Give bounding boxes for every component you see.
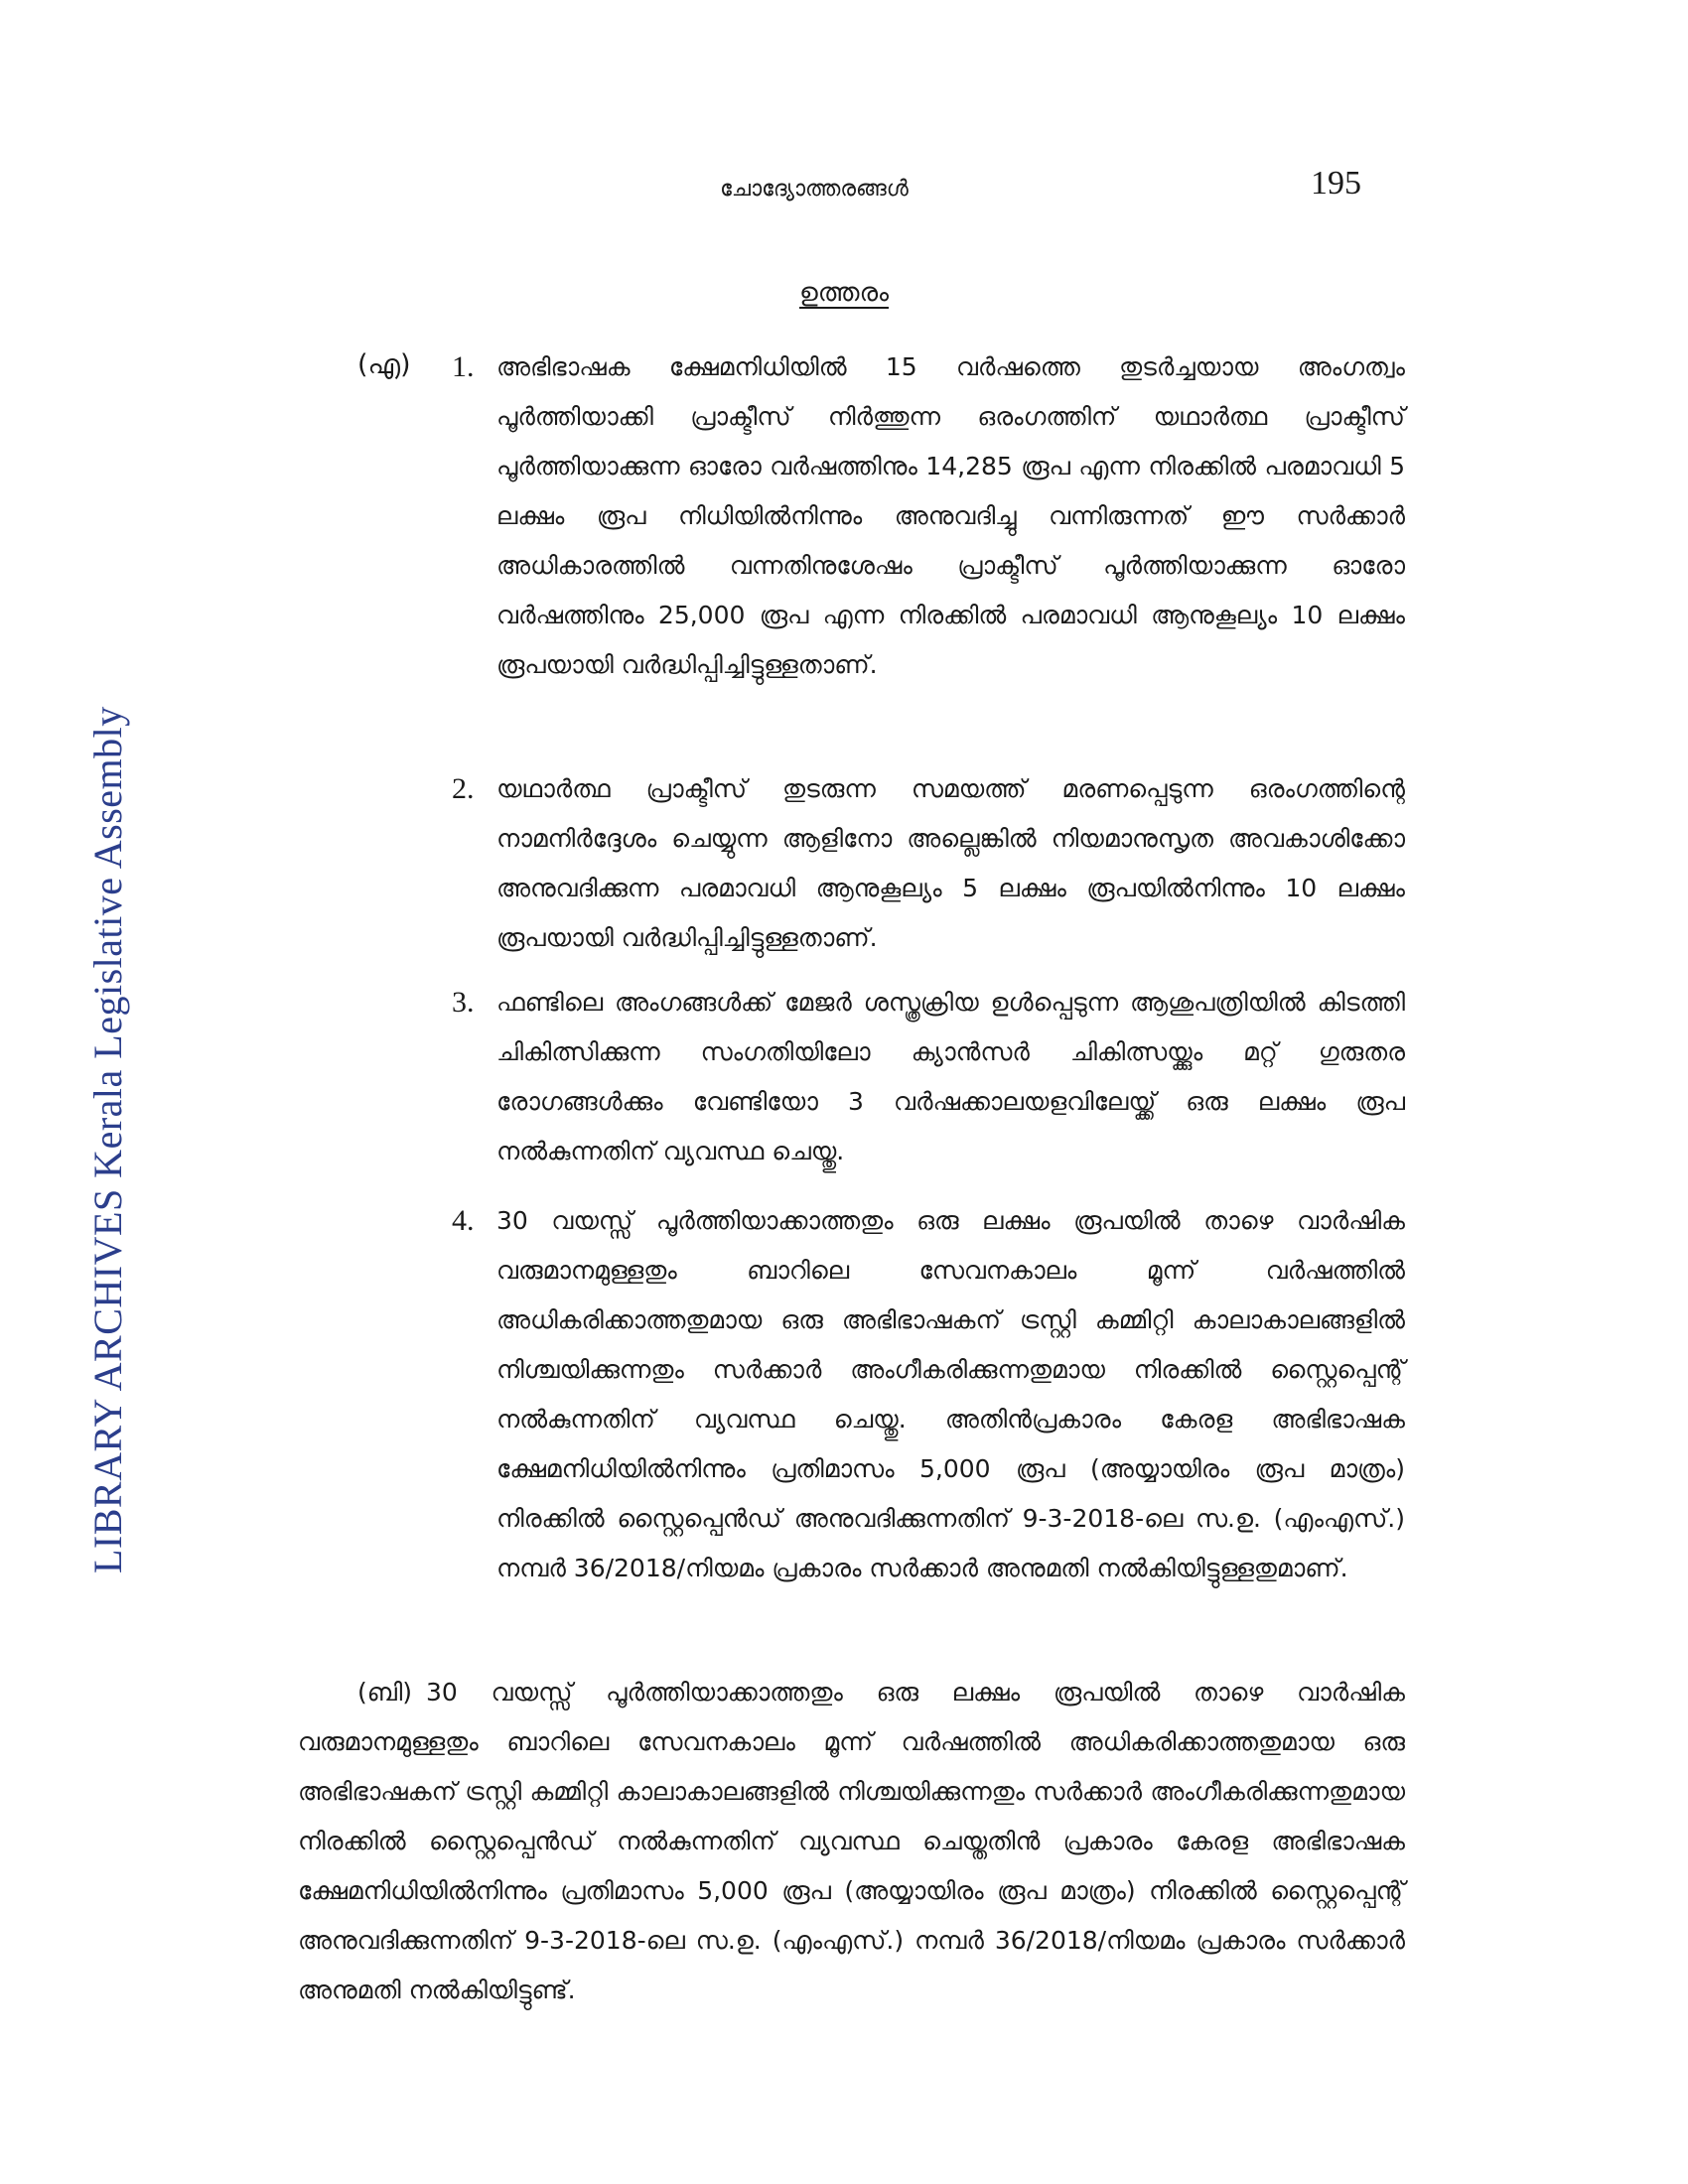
item-text: അഭിഭാഷക ക്ഷേമനിധിയിൽ 15 വർഷത്തെ തുടർച്ചയായ അംഗത്വം പൂർത്തിയാക്കി പ്രാക്ടീസ് നിർത്തുന്ന ഒരംഗത്തിന് യഥാർത്ഥ പ്രാക്ടീസ് പൂർത്തിയാക്കുന്ന ഓരോ വർഷത്തിനും 14,285 രൂപ എന്ന നിരക്കിൽ പരമാവധി 5 ലക്ഷം രൂപ നിധിയിൽനിന്നും അനുവദിച്ചു വന്നിരുന്നത് ഈ സർക്കാർ അധികാരത്തിൽ വന്നതിനുശേഷം പ്രാക്ടീസ് പൂർത്തിയാക്കുന്ന ഓരോ വർഷത്തിനും 25,000 രൂപ എന്ന നിരക്കിൽ പരമാവധി ആനുകൂല്യം 10 ലക്ഷം രൂപയായി വർദ്ധിപ്പിച്ചിട്ടുള്ളതാണ്. xyxy=(496,352,1405,679)
answer-item xyxy=(452,1196,1405,1593)
item-number: 1. xyxy=(452,350,475,383)
archive-watermark: LIBRARY ARCHIVES Kerala Legislative Assembly xyxy=(85,706,130,1573)
answer-heading: ഉത്തരം xyxy=(799,278,889,308)
item-text: ഫണ്ടിലെ അംഗങ്ങൾക്ക് മേജർ ശസ്ത്രക്രിയ ഉൾപ്പെടുന്ന ആശുപത്രിയിൽ കിടത്തി ചികിത്സിക്കുന്ന സംഗതിയിലോ ക്യാൻസർ ചികിത്സയ്ക്കും മറ്റ് ഗുരുതര രോഗങ്ങൾക്കും വേണ്ടിയോ 3 വർഷക്കാലയളവിലേയ്ക്ക് ഒരു ലക്ഷം രൂപ നൽകുന്നതിന് വ്യവസ്ഥ ചെയ്തു. xyxy=(496,988,1405,1165)
item-number: 3. xyxy=(452,986,475,1019)
item-number: 4. xyxy=(452,1204,475,1237)
page-number: 195 xyxy=(1311,165,1361,202)
part-b-label: (ബി) xyxy=(357,1678,413,1706)
part-a-label: (എ) xyxy=(357,349,411,380)
running-title: ചോദ്യോത്തരങ്ങൾ xyxy=(720,177,909,202)
part-b-text: 30 വയസ്സ് പൂർത്തിയാക്കാത്തതും ഒരു ലക്ഷം രൂപയിൽ താഴെ വാർഷിക വരുമാനമുള്ളതും ബാറിലെ സേവനകാലം മൂന്ന് വർഷത്തിൽ അധികരിക്കാത്തതുമായ ഒരു അഭിഭാഷകന് ട്രസ്റ്റി കമ്മിറ്റി കാലാകാലങ്ങളിൽ നിശ്ചയിക്കുന്നതും സർക്കാർ അംഗീകരിക്കുന്നതുമായ നിരക്കിൽ സ്റ്റൈപ്പെൻഡ് നൽകുന്നതിന് വ്യവസ്ഥ ചെയ്തതിൻ പ്രകാരം കേരള അഭിഭാഷക ക്ഷേമനിധിയിൽനിന്നും പ്രതിമാസം 5,000 രൂപ (അയ്യായിരം രൂപ മാത്രം) നിരക്കിൽ സ്റ്റൈപ്പെന്റ് അനുവദിക്കുന്നതിന് 9-3-2018-ലെ സ.ഉ. (എംഎസ്.) നമ്പർ 36/2018/നിയമം പ്രകാരം സർക്കാർ അനുമതി നൽകിയിട്ടുണ്ട്. xyxy=(298,1678,1405,2004)
item-text: 30 വയസ്സ് പൂർത്തിയാക്കാത്തതും ഒരു ലക്ഷം രൂപയിൽ താഴെ വാർഷിക വരുമാനമുള്ളതും ബാറിലെ സേവനകാലം മൂന്ന് വർഷത്തിൽ അധികരിക്കാത്തതുമായ ഒരു അഭിഭാഷകന് ട്രസ്റ്റി കമ്മിറ്റി കാലാകാലങ്ങളിൽ നിശ്ചയിക്കുന്നതും സർക്കാർ അംഗീകരിക്കുന്നതുമായ നിരക്കിൽ സ്റ്റൈപ്പെന്റ് നൽകുന്നതിന് വ്യവസ്ഥ ചെയ്തു. അതിൻപ്രകാരം കേരള അഭിഭാഷക ക്ഷേമനിധിയിൽനിന്നും പ്രതിമാസം 5,000 രൂപ (അയ്യായിരം രൂപ മാത്രം) നിരക്കിൽ സ്റ്റൈപ്പെൻഡ് അനുവദിക്കുന്നതിന് 9-3-2018-ലെ സ.ഉ. (എംഎസ്.) നമ്പർ 36/2018/നിയമം പ്രകാരം സർക്കാർ അനുമതി നൽകിയിട്ടുള്ളതുമാണ്. xyxy=(496,1206,1405,1582)
answer-item xyxy=(452,764,1405,963)
answer-item xyxy=(452,342,1405,690)
answer-item xyxy=(452,978,1405,1176)
part-b-paragraph xyxy=(298,1668,1405,2015)
item-text: യഥാർത്ഥ പ്രാക്ടീസ് തുടരുന്ന സമയത്ത് മരണപ്പെടുന്ന ഒരംഗത്തിന്റെ നാമനിർദ്ദേശം ചെയ്യുന്ന ആളിനോ അല്ലെങ്കിൽ നിയമാനുസൃത അവകാശിക്കോ അനുവദിക്കുന്ന പരമാവധി ആനുകൂല്യം 5 ലക്ഷം രൂപയിൽനിന്നും 10 ലക്ഷം രൂപയായി വർദ്ധിപ്പിച്ചിട്ടുള്ളതാണ്. xyxy=(496,774,1405,952)
item-number: 2. xyxy=(452,772,475,805)
